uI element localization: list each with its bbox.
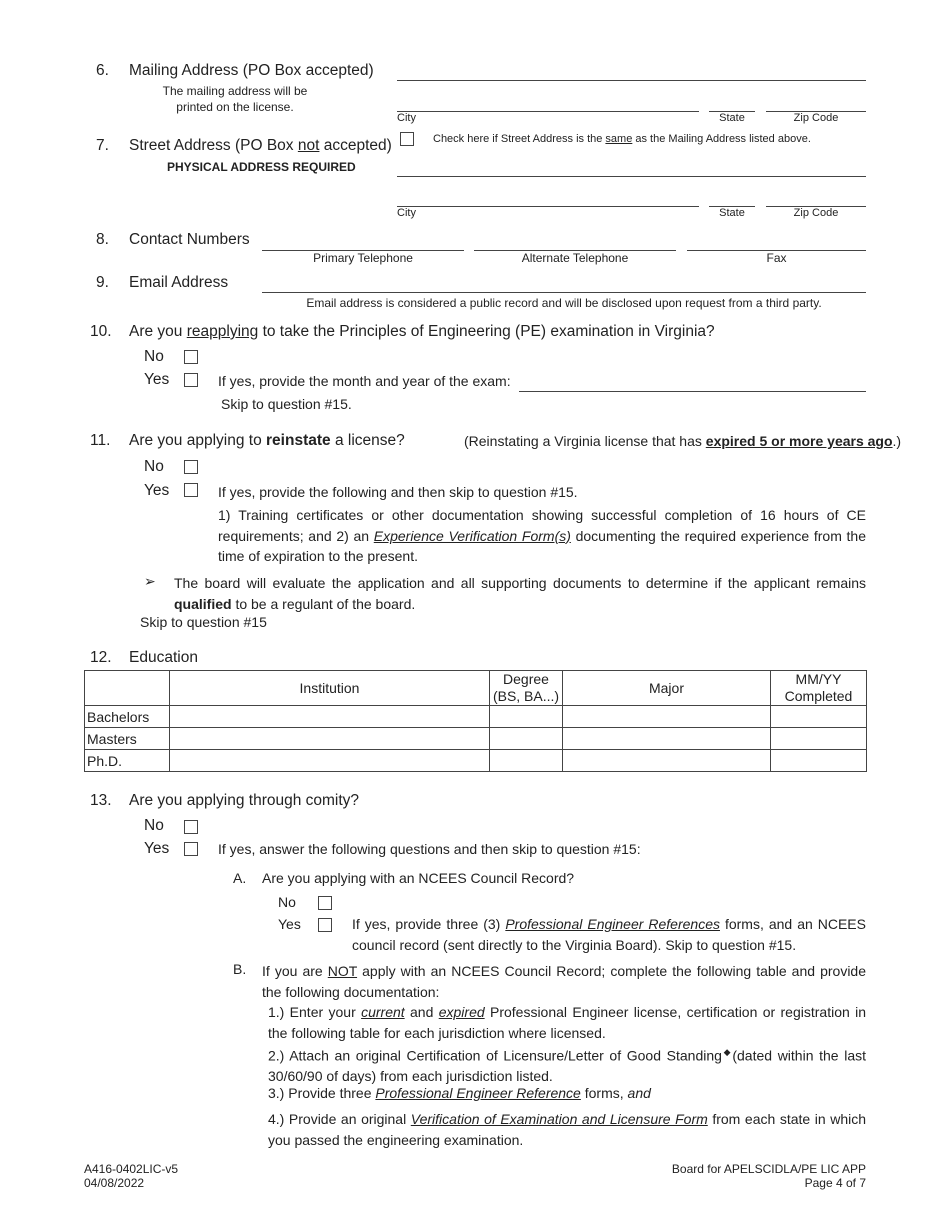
- mailing-city-label: City: [397, 112, 416, 124]
- q8-label: Contact Numbers: [129, 231, 250, 248]
- header-degree: Degree (BS, BA...): [490, 671, 563, 706]
- q13-yes-checkbox[interactable]: [184, 842, 198, 856]
- q10-skip: Skip to question #15.: [221, 396, 352, 412]
- q11-no-label: No: [144, 458, 164, 475]
- q13a-no-label: No: [278, 894, 296, 910]
- row-label-phd: Ph.D.: [85, 750, 170, 772]
- q13b-item-4: 4.) Provide an original Verification of Examination and Licensure Form from each state in which you passed the engineering examination.: [268, 1111, 866, 1148]
- q11-detail: 1) Training certificates or other documentation showing successful completion of 16 hours of CE requirements; and 2) an Experience Verification Form(s) documenting the required experience from the time of expiration to the present.: [218, 507, 867, 564]
- q13b-item-3: 3.) Provide three Professional Engineer Reference forms, and: [268, 1085, 651, 1101]
- q11-number: 11.: [90, 432, 111, 449]
- table-row: [85, 728, 867, 750]
- q9-number: 9.: [96, 274, 109, 291]
- q10-no-label: No: [144, 348, 164, 365]
- q13-question: Are you applying through comity?: [129, 792, 360, 809]
- header-major: Major: [563, 671, 771, 706]
- bachelors-completed-cell[interactable]: [771, 706, 867, 728]
- q13-number: 13.: [90, 792, 112, 809]
- bachelors-major-cell[interactable]: [563, 706, 771, 728]
- q7-label: Street Address (PO Box not accepted): [129, 137, 392, 154]
- street-address-line[interactable]: [397, 176, 866, 177]
- footer-board: Board for APELSCIDLA/PE LIC APP: [671, 1162, 866, 1176]
- mailing-state-label: State: [719, 112, 745, 124]
- exam-date-line[interactable]: [519, 391, 866, 392]
- alternate-phone-label: Alternate Telephone: [521, 251, 629, 265]
- q12-number: 12.: [90, 649, 112, 666]
- footer-date: 04/08/2022: [84, 1176, 145, 1190]
- mailing-city-line[interactable]: [397, 111, 699, 112]
- mailing-address-line[interactable]: [397, 80, 866, 81]
- row-label-bachelors: Bachelors: [85, 706, 170, 728]
- primary-phone-label: Primary Telephone: [313, 251, 413, 265]
- q11-question: Are you applying to reinstate a license?: [129, 432, 405, 449]
- row-label-masters: Masters: [85, 728, 170, 750]
- q10-number: 10.: [90, 323, 112, 340]
- bachelors-institution-cell[interactable]: [170, 706, 490, 728]
- q9-label: Email Address: [129, 274, 229, 291]
- q11-no-checkbox[interactable]: [184, 460, 198, 474]
- mailing-zip-label: Zip Code: [793, 112, 839, 124]
- same-address-checkbox[interactable]: [400, 132, 414, 146]
- q8-number: 8.: [96, 231, 109, 248]
- phd-institution-cell[interactable]: [170, 750, 490, 772]
- q13-no-checkbox[interactable]: [184, 820, 198, 834]
- education-header-row: [85, 671, 867, 706]
- q11-note: (Reinstating a Virginia license that has expired 5 or more years ago.): [464, 433, 902, 449]
- q7-number: 7.: [96, 137, 109, 154]
- street-state-label: State: [719, 207, 745, 219]
- phd-major-cell[interactable]: [563, 750, 771, 772]
- bachelors-degree-cell[interactable]: [490, 706, 563, 728]
- q13a-ifyes: If yes, provide three (3) Professional Engineer References forms, and an NCEES council record (sent directly to the Virginia Board). Skip to question #15.: [352, 916, 866, 953]
- street-zip-label: Zip Code: [793, 207, 839, 219]
- phd-degree-cell[interactable]: [490, 750, 563, 772]
- arrow-bullet-icon: ➢: [144, 573, 156, 589]
- header-completed: MM/YY Completed: [771, 671, 867, 706]
- q13a-yes-checkbox[interactable]: [318, 918, 332, 932]
- masters-completed-cell[interactable]: [771, 728, 867, 750]
- q11-skip: Skip to question #15: [140, 614, 267, 630]
- q13b-item-2: 2.) Attach an original Certification of Licensure/Letter of Good Standing◆(dated within the last 30/60/90 of days) from each jurisdiction listed.: [268, 1047, 867, 1085]
- q13a-question: Are you applying with an NCEES Council Record?: [262, 870, 575, 886]
- header-blank: [85, 671, 170, 706]
- education-table: [84, 670, 867, 772]
- table-row: [85, 706, 867, 728]
- q11-board-note: The board will evaluate the application and all supporting documents to determine if the applicant remains qualified to be a regulant of the board.: [174, 575, 866, 612]
- email-line[interactable]: [262, 292, 866, 293]
- q12-label: Education: [129, 649, 198, 666]
- street-city-line[interactable]: [397, 206, 699, 207]
- masters-degree-cell[interactable]: [490, 728, 563, 750]
- footer-form-id: A416-0402LIC-v5: [84, 1162, 179, 1176]
- q13a-no-checkbox[interactable]: [318, 896, 332, 910]
- q13a-letter: A.: [233, 870, 247, 886]
- street-city-label: City: [397, 207, 416, 219]
- masters-institution-cell[interactable]: [170, 728, 490, 750]
- q6-note-2: printed on the license.: [176, 100, 294, 114]
- q7-required: PHYSICAL ADDRESS REQUIRED: [167, 160, 356, 174]
- email-note: Email address is considered a public record and will be disclosed upon request from a third party.: [306, 296, 822, 310]
- diamond-icon: ◆: [721, 1047, 733, 1057]
- q10-yes-label: Yes: [144, 371, 170, 388]
- q10-ifyes: If yes, provide the month and year of the exam:: [218, 373, 511, 389]
- q11-ifyes: If yes, provide the following and then skip to question #15.: [218, 484, 578, 500]
- q13-no-label: No: [144, 817, 164, 834]
- q11-yes-label: Yes: [144, 482, 170, 499]
- phd-completed-cell[interactable]: [771, 750, 867, 772]
- q10-no-checkbox[interactable]: [184, 350, 198, 364]
- q10-question: Are you reapplying to take the Principles of Engineering (PE) examination in Virginia?: [129, 323, 715, 340]
- q13b-intro: If you are NOT apply with an NCEES Council Record; complete the following table and provide the following documentation:: [262, 963, 867, 1000]
- q6-label: Mailing Address (PO Box accepted): [129, 62, 374, 79]
- header-institution: Institution: [170, 671, 490, 706]
- q13-ifyes: If yes, answer the following questions and then skip to question #15:: [218, 841, 641, 857]
- masters-major-cell[interactable]: [563, 728, 771, 750]
- q6-number: 6.: [96, 62, 109, 79]
- q6-note-1: The mailing address will be: [162, 84, 308, 98]
- q11-yes-checkbox[interactable]: [184, 483, 198, 497]
- q13b-item-1: 1.) Enter your current and expired Professional Engineer license, certification or registration in the following table for each jurisdiction where licensed.: [268, 1004, 867, 1041]
- q10-yes-checkbox[interactable]: [184, 373, 198, 387]
- q13-yes-label: Yes: [144, 840, 170, 857]
- footer-page-number: Page 4 of 7: [804, 1176, 866, 1190]
- same-address-text: Check here if Street Address is the same as the Mailing Address listed above.: [433, 133, 811, 145]
- table-row: [85, 750, 867, 772]
- fax-label: Fax: [766, 251, 787, 265]
- q13a-yes-label: Yes: [278, 916, 301, 932]
- q13b-letter: B.: [233, 961, 247, 977]
